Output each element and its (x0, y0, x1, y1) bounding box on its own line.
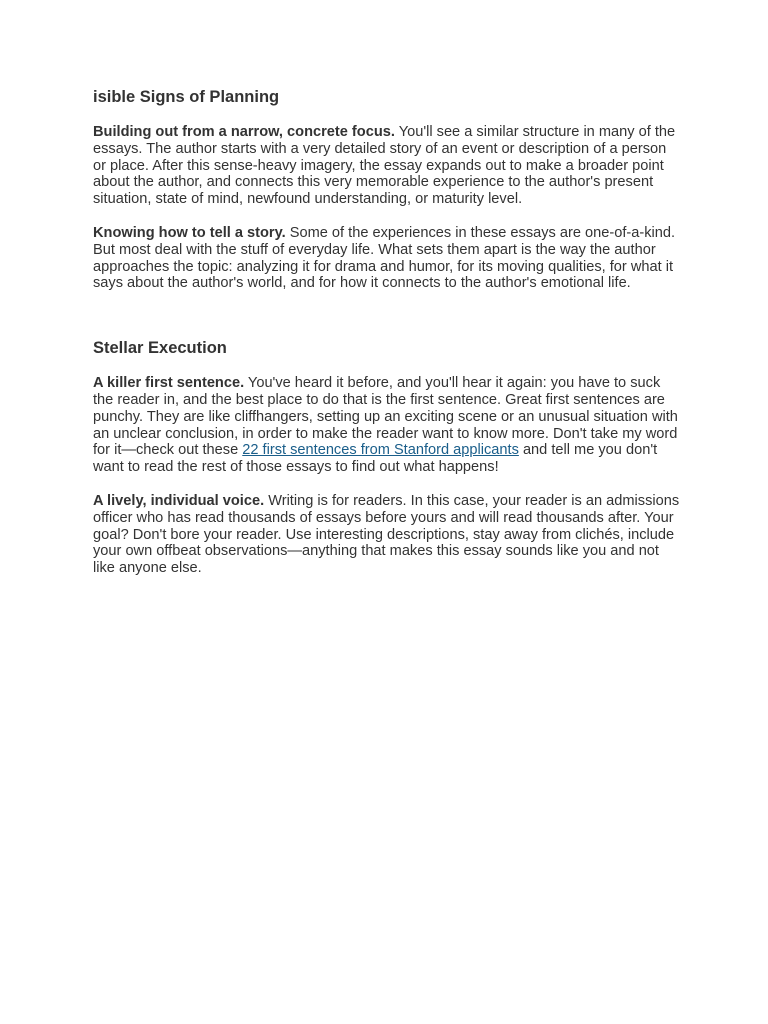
paragraph-narrow-focus (93, 124, 681, 208)
paragraph-lead: Building out from a narrow, concrete focus. (93, 124, 395, 140)
section-heading-planning: isible Signs of Planning (93, 88, 280, 106)
paragraph-body-continued: and tell me you don't want to read the rest of those essays to find out what happens! (93, 442, 658, 476)
paragraph-body: You've heard it before, and you'll hear it again: you have to suck the reader in, and the best place to do that is the first sentence. Great first sentences are punchy. They are like cliffhangers, setting up an exciting scene or an unusual situation with an unclear conclusion, in order to make the reader want to know more. Don't take my word for it—check out these (93, 375, 678, 459)
paragraph-tell-story (93, 225, 681, 292)
stanford-first-sentences-link[interactable]: 22 first sentences from Stanford applicants (242, 442, 519, 459)
paragraph-body: Writing is for readers. In this case, your reader is an admissions officer who has read thousands of essays before yours and will read thousands after. Your goal? Don't bore your reader. Use interesting descriptions, stay away from clichés, include your own offbeat observations—anything that makes this essay sounds like you and not like anyone else. (93, 492, 680, 577)
paragraph-body: You'll see a similar structure in many of the essays. The author starts with a very detailed story of an event or description of a person or place. After this sense-heavy imagery, the essay expands out to make a broader point about the author, and connects this very memorable experience to the author's present situation, state of mind, newfound understanding, or maturity level. (93, 124, 676, 208)
paragraph-body: Some of the experiences in these essays are one-of-a-kind. But most deal with the stuff of everyday life. What sets them apart is the way the author approaches the topic: analyzing it for drama and humor, for its moving qualities, for what it says about the author's world, and for how it connects to the author's emotional life. (93, 224, 676, 292)
paragraph-individual-voice (93, 493, 681, 577)
paragraph-lead: A killer first sentence. (93, 375, 245, 392)
article-content (93, 86, 681, 577)
paragraph-lead: A lively, individual voice. (93, 492, 265, 509)
section-heading-execution: Stellar Execution (93, 339, 227, 358)
paragraph-first-sentence (93, 375, 681, 476)
paragraph-lead: Knowing how to tell a story. (93, 224, 286, 241)
